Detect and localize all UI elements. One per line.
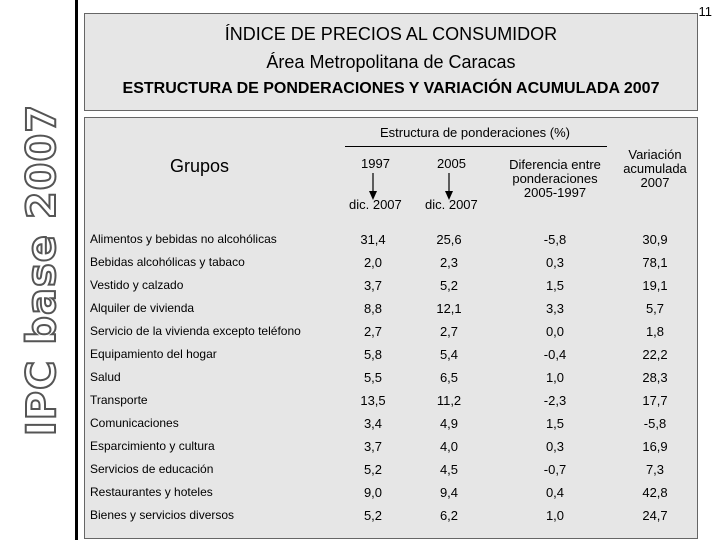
diff-header-line: 2005-1997: [523, 185, 587, 200]
weight-1997: 5,2: [363, 508, 383, 523]
weight-diff: -0,7: [543, 462, 567, 477]
groups-header: Grupos: [170, 156, 230, 176]
weight-diff: 0,3: [545, 255, 565, 270]
title-line-1: ÍNDICE DE PRECIOS AL CONSUMIDOR: [224, 24, 558, 44]
table-row: [85, 347, 697, 370]
vertical-rule: [75, 0, 78, 540]
variation-2007: -5,8: [643, 416, 667, 431]
group-name: Servicios de educación: [90, 462, 214, 476]
weight-2005: 5,2: [439, 278, 459, 293]
var-header: [610, 148, 700, 190]
weight-2005: 4,9: [439, 416, 459, 431]
table-row: [85, 278, 697, 301]
weight-2005: 5,4: [439, 347, 459, 362]
weight-2005: 2,7: [439, 324, 459, 339]
weight-2005: 9,4: [439, 485, 459, 500]
variation-2007: 42,8: [642, 485, 668, 500]
weight-diff: 0,0: [545, 324, 565, 339]
group-name: Transporte: [90, 393, 148, 407]
weight-1997: 5,5: [363, 370, 383, 385]
table-row: [85, 508, 697, 531]
title-box: [84, 13, 698, 111]
weight-2005: 4,0: [439, 439, 459, 454]
table-row: [85, 416, 697, 439]
weight-diff: -5,8: [543, 232, 567, 247]
variation-2007: 5,7: [645, 301, 665, 316]
var-header-line: Variación: [628, 147, 682, 162]
weight-2005: 4,5: [439, 462, 459, 477]
weight-diff: 1,0: [545, 508, 565, 523]
ipc-base-watermark: IPC base 2007: [19, 103, 65, 437]
weight-diff: 1,5: [545, 278, 565, 293]
super-header: Estructura de ponderaciones (%): [379, 125, 571, 140]
weight-2005: 11,2: [436, 393, 462, 408]
super-header-underline: [345, 146, 607, 147]
weight-1997: 3,4: [363, 416, 383, 431]
weight-1997: 2,0: [363, 255, 383, 270]
table-row: [85, 232, 697, 255]
weight-1997: 31,4: [360, 232, 386, 247]
weight-diff: 3,3: [545, 301, 565, 316]
group-name: Vestido y calzado: [90, 278, 184, 292]
weight-1997: 3,7: [363, 278, 383, 293]
table-row: [85, 301, 697, 324]
group-name: Equipamiento del hogar: [90, 347, 217, 361]
weight-1997: 5,2: [363, 462, 383, 477]
variation-2007: 78,1: [642, 255, 668, 270]
table-row: [85, 462, 697, 485]
group-name: Esparcimiento y cultura: [90, 439, 215, 453]
weight-2005: 25,6: [436, 232, 462, 247]
var-header-line: acumulada: [623, 161, 687, 176]
col-subheader-dic-2: dic. 2007: [425, 197, 478, 212]
variation-2007: 7,3: [645, 462, 665, 477]
col-subheader-dic-1: dic. 2007: [349, 197, 402, 212]
weight-2005: 6,5: [439, 370, 459, 385]
diff-header: [505, 158, 605, 200]
weight-diff: -0,4: [543, 347, 567, 362]
weight-diff: 1,0: [545, 370, 565, 385]
var-header-line: 2007: [640, 175, 670, 190]
group-name: Bienes y servicios diversos: [90, 508, 235, 522]
title-line-3: ESTRUCTURA DE PONDERACIONES Y VARIACIÓN ACUMULADA 2007: [122, 80, 660, 97]
variation-2007: 17,7: [642, 393, 668, 408]
table-row: [85, 324, 697, 347]
variation-2007: 22,2: [642, 347, 668, 362]
variation-2007: 19,1: [642, 278, 668, 293]
variation-2007: 1,8: [645, 324, 665, 339]
weight-diff: 0,3: [545, 439, 565, 454]
table-row: [85, 370, 697, 393]
group-name: Restaurantes y hoteles: [90, 485, 213, 499]
col-header-2005: 2005: [437, 156, 466, 171]
col-header-1997: 1997: [361, 156, 390, 171]
variation-2007: 28,3: [642, 370, 668, 385]
weight-1997: 2,7: [363, 324, 383, 339]
weight-diff: -2,3: [543, 393, 567, 408]
table-row: [85, 439, 697, 462]
table-row: [85, 393, 697, 416]
page-number: 11: [698, 4, 712, 19]
weight-1997: 13,5: [360, 393, 386, 408]
variation-2007: 24,7: [642, 508, 668, 523]
group-name: Comunicaciones: [90, 416, 179, 430]
group-name: Bebidas alcohólicas y tabaco: [90, 255, 245, 269]
weight-1997: 8,8: [363, 301, 383, 316]
weight-diff: 1,5: [545, 416, 565, 431]
variation-2007: 30,9: [642, 232, 668, 247]
table-row: [85, 255, 697, 278]
group-name: Salud: [90, 370, 121, 384]
weight-1997: 3,7: [363, 439, 383, 454]
diff-header-line: Diferencia entre: [509, 157, 601, 172]
group-name: Servicio de la vivienda excepto teléfono: [90, 324, 301, 338]
table-row: [85, 485, 697, 508]
group-name: Alquiler de vivienda: [90, 301, 195, 315]
weight-1997: 5,8: [363, 347, 383, 362]
weight-2005: 6,2: [439, 508, 459, 523]
weight-2005: 2,3: [439, 255, 459, 270]
group-name: Alimentos y bebidas no alcohólicas: [90, 232, 277, 246]
weight-2005: 12,1: [436, 301, 462, 316]
weight-1997: 9,0: [363, 485, 383, 500]
title-line-2: Área Metropolitana de Caracas: [266, 52, 516, 72]
diff-header-line: ponderaciones: [512, 171, 598, 186]
weight-diff: 0,4: [545, 485, 565, 500]
weights-table: [84, 117, 698, 539]
variation-2007: 16,9: [642, 439, 668, 454]
